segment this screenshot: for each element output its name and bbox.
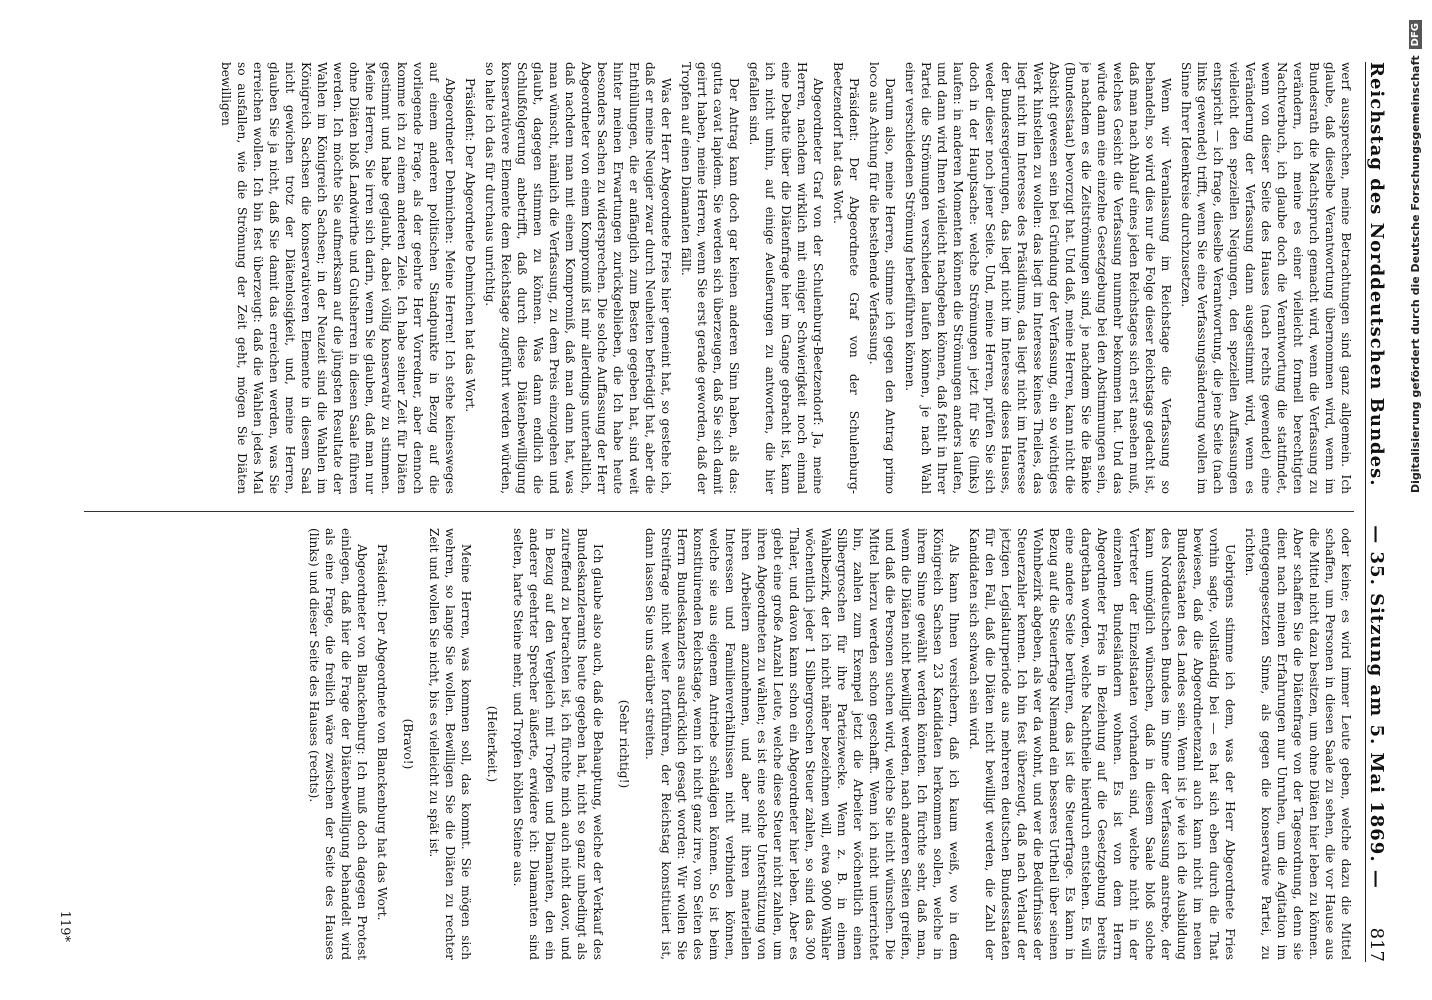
paragraph: Ich glaube also auch, daß die Behauptung, welche der Verkauf des Bundeskanzleramts heute gegeben hat, nicht so ganz unbedingt als zutreffend zu betrachten ist, ich fürchte mich auch nicht davor, und in Bezug auf den Vergleich mit Tropfen und Diamanten, den ein anderer geehrter Sprecher äußerte, erwidere ich: Diamanten sind selten, harte Steine mehr, und Tropfen höhlen Steine aus. <box>511 528 605 960</box>
paragraph: werf aussprechen, meine Betrachtungen sind ganz allgemein. Ich glaube, daß dieselbe Verantwortung übernommen wird, wenn im Bundesrath die Machtspruch gemacht wird, wenn die Verfassung zu verändern, ich meine es einer vielleicht formell berechtigten Nachtverbuch, ich glaube doch die Verantwortung die stattfindet, wenn von dieser Seite des Hauses (nach rechts gewendet) eine Veränderung der Verfassung dann ausgestimmt wird, wenn es vielleicht den speziellen Neigungen, den speziellen Auffassungen entspricht — ich frage, dieselbe Verantwortung, die jene Seite (nach links gewendet) trifft, wenn Sie eine Verfassungsänderung wollen im Sinne Ihrer Ideenkreise durchzusetzen. <box>1179 62 1353 494</box>
dfg-logo: DFG <box>1409 20 1422 49</box>
watermark-text: Digitalisierung gefördert durch die Deutsche Forschungsgemeinschaft <box>1408 55 1422 494</box>
interjection: (Sehr richtig!) <box>617 699 631 789</box>
paragraph: Der Antrag kann doch gar keinen anderen Sinn haben, als das: gutta cavat lapidem. Sie werden sich überzeugen, daß Sie sich damit geirrt haben, meine Herren, wenn Sie erst gerade geworden, daß der Tropfen auf einen Diamanten fällt. <box>679 62 741 494</box>
session-title: — 35. Sitzung am 5. Mai 1869. — <box>1366 525 1387 889</box>
right-column <box>74 528 1354 960</box>
speaker-paragraph: Abgeordneter von Blanckenburg: Ich muß doch dagegen Protest einlegen, daß hier die Frage der Diätenbewilligung behandelt wird als eine Frage, die freilich wäre zwischen der Seite des Hauses (links) und dieser Seite des Hauses (rechts). <box>307 528 369 960</box>
paragraph: Meine Herren, was kommen soll, das kommt. Sie mögen sich wehren, so lange Sie wollen. Bewilligen Sie die Diäten zu rechter Zeit und wollen Sie nicht, bis es vielleicht zu spät ist. <box>427 528 473 960</box>
page-number: 817 <box>1366 927 1387 962</box>
interjection: (Heiterkeit.) <box>485 705 499 783</box>
paragraph: Was der Herr Abgeordnete Fries hier gemeint hat, so gestehe ich, daß er meine Neugier zwar durch Neuheiten befriedigt hat, aber die Enthüllungen, die er anfänglich zum Besten gegeben hat, sind weit hinter meinen Erwartungen zurückgeblieben, die Ich habe heute besonders Sachen zu widersprechen. Die solche Auffassung der Herr Abgeordneter von einem Kompromiß ist mir allerdings unterhaltlich, daß nachdem man mit einem Kompromiß, daß man dann hat, was man wünscht, nämlich die Verfassung, zu dem Preis einzugehen und glaubt, dagegen stimmen zu können. Was dann endlich die Schlußfolgerung anbetrifft, daß durch diese Diätenbewilligung konservativere Elemente dem Reichstage zugeführt werden würden, so halte ich das für durchaus unrichtig. <box>483 62 673 494</box>
paragraph: Darum also, meine Herren, stimme ich gegen den Antrag primo loco aus Achtung für die bestehende Verfassung. <box>867 62 897 494</box>
paragraph: Wenn wir Veranlassung im Reichstage die Verfassung so behandeln, so wird dies nur die Folge dieser Reichstags gedacht ist, daß man nach Ablauf eines jeden Reichstages sich erst ansehen muß, welches Gesicht die Verfassung nunmehr bekommen hat. Und das würde dann eine einzelne Gesetzgebung bei den Abstimmungen sein, je nachdem es die Zeitströmungen sind, je nachdem Sie die Bänke (Bundesstaat) bevorzugt hat. Und daß, meine Herren, kann nicht die Absicht gewesen sein bei Gründung der Verfassung, ein so wichtiges Werk hinstellen zu wollen: das liegt im Interesse keines Theiles, das liegt nicht im Interesse des Präsidiums, das liegt nicht im Interesse der Bundesregierungen, das liegt nicht im Interesse dieses Hauses, weder dieser noch jener Seite. Und, meine Herren, prüfen Sie sich doch in der Hauptsache: welche Strömungen jetzt für Sie (links) laufen: in anderen Momenten können die Strömungen anders laufen, und dann wird Ihnen vielleicht nachgeben können, daß fehlt in Ihrer Partei die Strömungen verschieden laufen können, je nach Wahl einer verschiedenen Strömung herbeiführen können. <box>903 62 1173 494</box>
left-column <box>74 62 1354 494</box>
dfg-watermark <box>1404 20 1426 980</box>
paragraph: oder keine; es wird immer Leute geben, welche dazu die Mittel schaffen, um Personen in diesen Saale zu sehen, die vor Hause aus die Mittel nicht dazu besitzen, um ohne Diäten hier leben zu können. Aber schaffen Sie die Diätenfrage von der Tagesordnung, denn sie dient nach meinen Erfahrungen nur Unruhen, um die Agitation im entgegengesetzten Sinne, als gegen die konservative Partei, zu richten. <box>1243 528 1353 960</box>
paragraph: Uebrigens stimme ich dem, was der Herr Abgeordnete Fries vorhin sagte, vollständig bei — es hat sich eben durch die That bewiesen, daß die Abgeordnetenzahl auch kann nicht im neuen Bundesstaaten des Landes sein. Wenn ist je wie ich die Ausbildung des Norddeutschen Bundes im Sinne der Verfassung anstrebe, der kann unmöglich wünschen, daß in diesem Saale bloß solche Vertreter der Einzelstaaten vorhanden sind, welche nicht in der einzelnen Bundesländern wohnen. Es ist von dem Herrn Abgeordneter Fries in Beziehung auf die Gesetzgebung bereits dargethan worden, welche Nachtheile hierdurch entstehen. Es will eine andere Seite berühren, das ist die Steuerfrage. Es kann in Bezug auf die Steuerfrage Niemand ein besseres Urtheil über seinen Wohnbezirk abgeben, als wer da wohnt, und wer die Bedürfnisse der Steuerzahler kennen. Ich bin fest überzeugt, daß nach Verlauf der jetzigen Legislaturperiode aus mehreren deutschen Bundesstaaten für den Fall, daß die Diäten nicht bewilligt werden, die Zahl der Kandidaten sich schwach sein wird. <box>967 528 1237 960</box>
paragraph: Als kann Ihnen versichern, daß ich kaum weiß, wo in dem Königreich Sachsen 23 Kandidaten herkommen sollen, welche in ihrem Sinne gewählt werden könnten. Ich fürchte sehr, daß man, wenn die Diäten nicht bewilligt werden, nach anderen Seiten greifen, und daß die Personen suchen wird, welche Sie nicht wünschen. Die Mittel hierzu werden schon geschafft. Wenn ich nicht unterrichtet bin, zahlen zum Exempel jetzt die Arbeiter wöchentlich einen Silbergroschen für ihre Parteizwecke. Wenn z. B. in einem Wahlbezirk, der ich nicht näher bezeichnen will, etwa 9000 Wähler wöchentlich jeder 1 Silbergroschen Steuer zahlen, so sind das 300 Thaler, und davon kann schon ein Abgeordneter hier leben. Aber es giebt eine große Anzahl Leute, welche diese Steuer nicht zahlen, um ihren Abgeordneten zu wählen; es ist eine solche Unterstützung von ihren Arbeitern anzunehmen, und aber mit ihren materiellen Interessen und Familienverhältnissen nicht verbinden können, welche sie aus eigenem Antriebe schädigen können. So ist beim konstituirenden Reichstage, wenn ich nicht ganz irre, von Seiten des Herrn Bundeskanzlers ausdrücklich gesagt worden: Wir wollen Sie Streitfrage nicht weiter fortführen, der Reichstag konstituiert ist, dann lassen Sie uns darüber streiten. <box>643 528 961 960</box>
rotated-document-page <box>57 62 1400 962</box>
page-header <box>1365 62 1400 962</box>
running-title: Reichstag des Norddeutschen Bundes. <box>1366 62 1387 487</box>
interjection: (Bravo!) <box>401 718 415 770</box>
speaker-paragraph: Abgeordneter Graf von der Schulenburg-Beetzendorf: Ja, meine Herren, nachdem wirklich mit einiger Schwierigkeit noch einmal eine Debatte über die Diätenfrage hier im Gange gebracht ist, kann ich nicht umhin, auf einige Aeußerungen zu antworten, die hier gefallen sind. <box>747 62 825 494</box>
signature-mark: 119* <box>57 910 72 942</box>
column-divider <box>84 511 1354 512</box>
speaker-paragraph: Präsident: Der Abgeordnete von Blanckenburg hat das Wort. <box>375 544 389 921</box>
speaker-paragraph: Präsident: Der Abgeordnete Dehmichen hat das Wort. <box>463 78 477 413</box>
speaker-paragraph: Abgeordneter Dehmichen: Meine Herren! Ich stehe keinesweges auf einem anderen politischen Standpunkte in Bezug auf die vorliegende Frage, als der geehrte Herr Vorredner, aber dennoch komme ich zu einem anderen Ziele. Ich habe seiner Zeit für Diäten gestimmt und habe geglaubt, dabei völlig konservativ zu stimmen. Meine Herren, Sie irren sich darin, wenn Sie glauben, daß man nur ohne Diäten bloß Landwirthe und Gutsherren in diesen Saale führen werden. Ich möchte Sie aufmerksam auf die jüngsten Resultate der Wahlen im Königreich Sachsen; in der Neuzeit sind die Wahlen im Königreich Sachsen die konservativeren Elemente in diesem Saal nicht gewichen trotz der Diätenlosigkeit, und, meine Herren, glauben Sie ja nicht, daß Sie damit das erreichen werden, was Sie erreichen wollen. Ich bin fest überzeugt: daß die Wahlen jedes Mal so ausfallen, wie die Strömung der Zeit geht, mögen Sie Diäten bewilligen <box>219 62 457 494</box>
speaker-paragraph: Präsident: Der Abgeordnete Graf von der Schulenburg-Beetzendorf hat das Wort. <box>831 62 861 494</box>
